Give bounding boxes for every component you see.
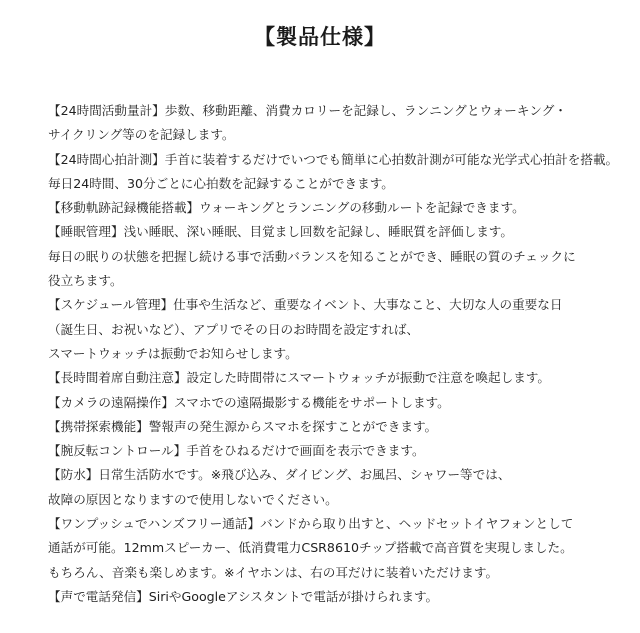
spec-line: 【24時間心拍計測】手首に装着するだけでいつでも簡単に心拍数計測が可能な光学式心拍計を搭載。 [48,151,619,167]
spec-line: 【声で電話発信】SiriやGoogleアシスタントで電話が掛けられます。 [48,588,439,604]
spec-line: 通話が可能。12mmスピーカー、低消費電力CSR8610チップ搭載で高音質を実現しました。 [48,540,573,556]
spec-line: 役立ちます。 [48,273,123,289]
spec-line: 【ワンプッシュでハンズフリー通話】バンドから取り出すと、ヘッドセットイヤフォンとして [48,516,574,532]
spec-line: スマートウォッチは振動でお知らせします。 [48,345,298,361]
spec-line: 【腕反転コントロール】手首をひねるだけで画面を表示できます。 [48,443,425,459]
spec-line: 【カメラの遠隔操作】スマホでの遠隔撮影する機能をサポートします。 [48,394,450,410]
spec-line: 【防水】日常生活防水です。※飛び込み、ダイビング、お風呂、シャワー等では、 [48,467,511,483]
spec-line: 【スケジュール管理】仕事や生活など、重要なイベント、大事なこと、大切な人の重要な日 [48,297,563,313]
spec-line: 【長時間着席自動注意】設定した時間帯にスマートウォッチが振動で注意を喚起します。 [48,370,550,386]
spec-line: 故障の原因となりますので使用しないでください。 [48,491,338,507]
page-title: 【製品仕様】 [254,25,386,49]
spec-line: サイクリング等のを記録します。 [48,127,235,143]
spec-line: （誕生日、お祝いなど）、アプリでその日のお時間を設定すれば、 [48,321,420,337]
spec-line: 【移動軌跡記録機能搭載】ウォーキングとランニングの移動ルートを記録できます。 [48,200,525,216]
spec-line: 毎日24時間、30分ごとに心拍数を記録することができます。 [48,175,394,191]
spec-line: 【睡眠管理】浅い睡眠、深い睡眠、目覚まし回数を記録し、睡眠質を評価します。 [48,224,513,240]
spec-line: もちろん、音楽も楽しめます。※イヤホンは、右の耳だけに装着いただけます。 [48,564,499,580]
spec-line: 【携帯探索機能】警報声の発生源からスマホを探すことができます。 [48,418,438,434]
spec-list [48,99,638,609]
spec-line: 毎日の眠りの状態を把握し続ける事で活動バランスを知ることができ、睡眠の質のチェックに [48,248,576,264]
spec-line: 【24時間活動量計】歩数、移動距離、消費カロリーを記録し、ランニングとウォーキング・ [48,103,567,118]
